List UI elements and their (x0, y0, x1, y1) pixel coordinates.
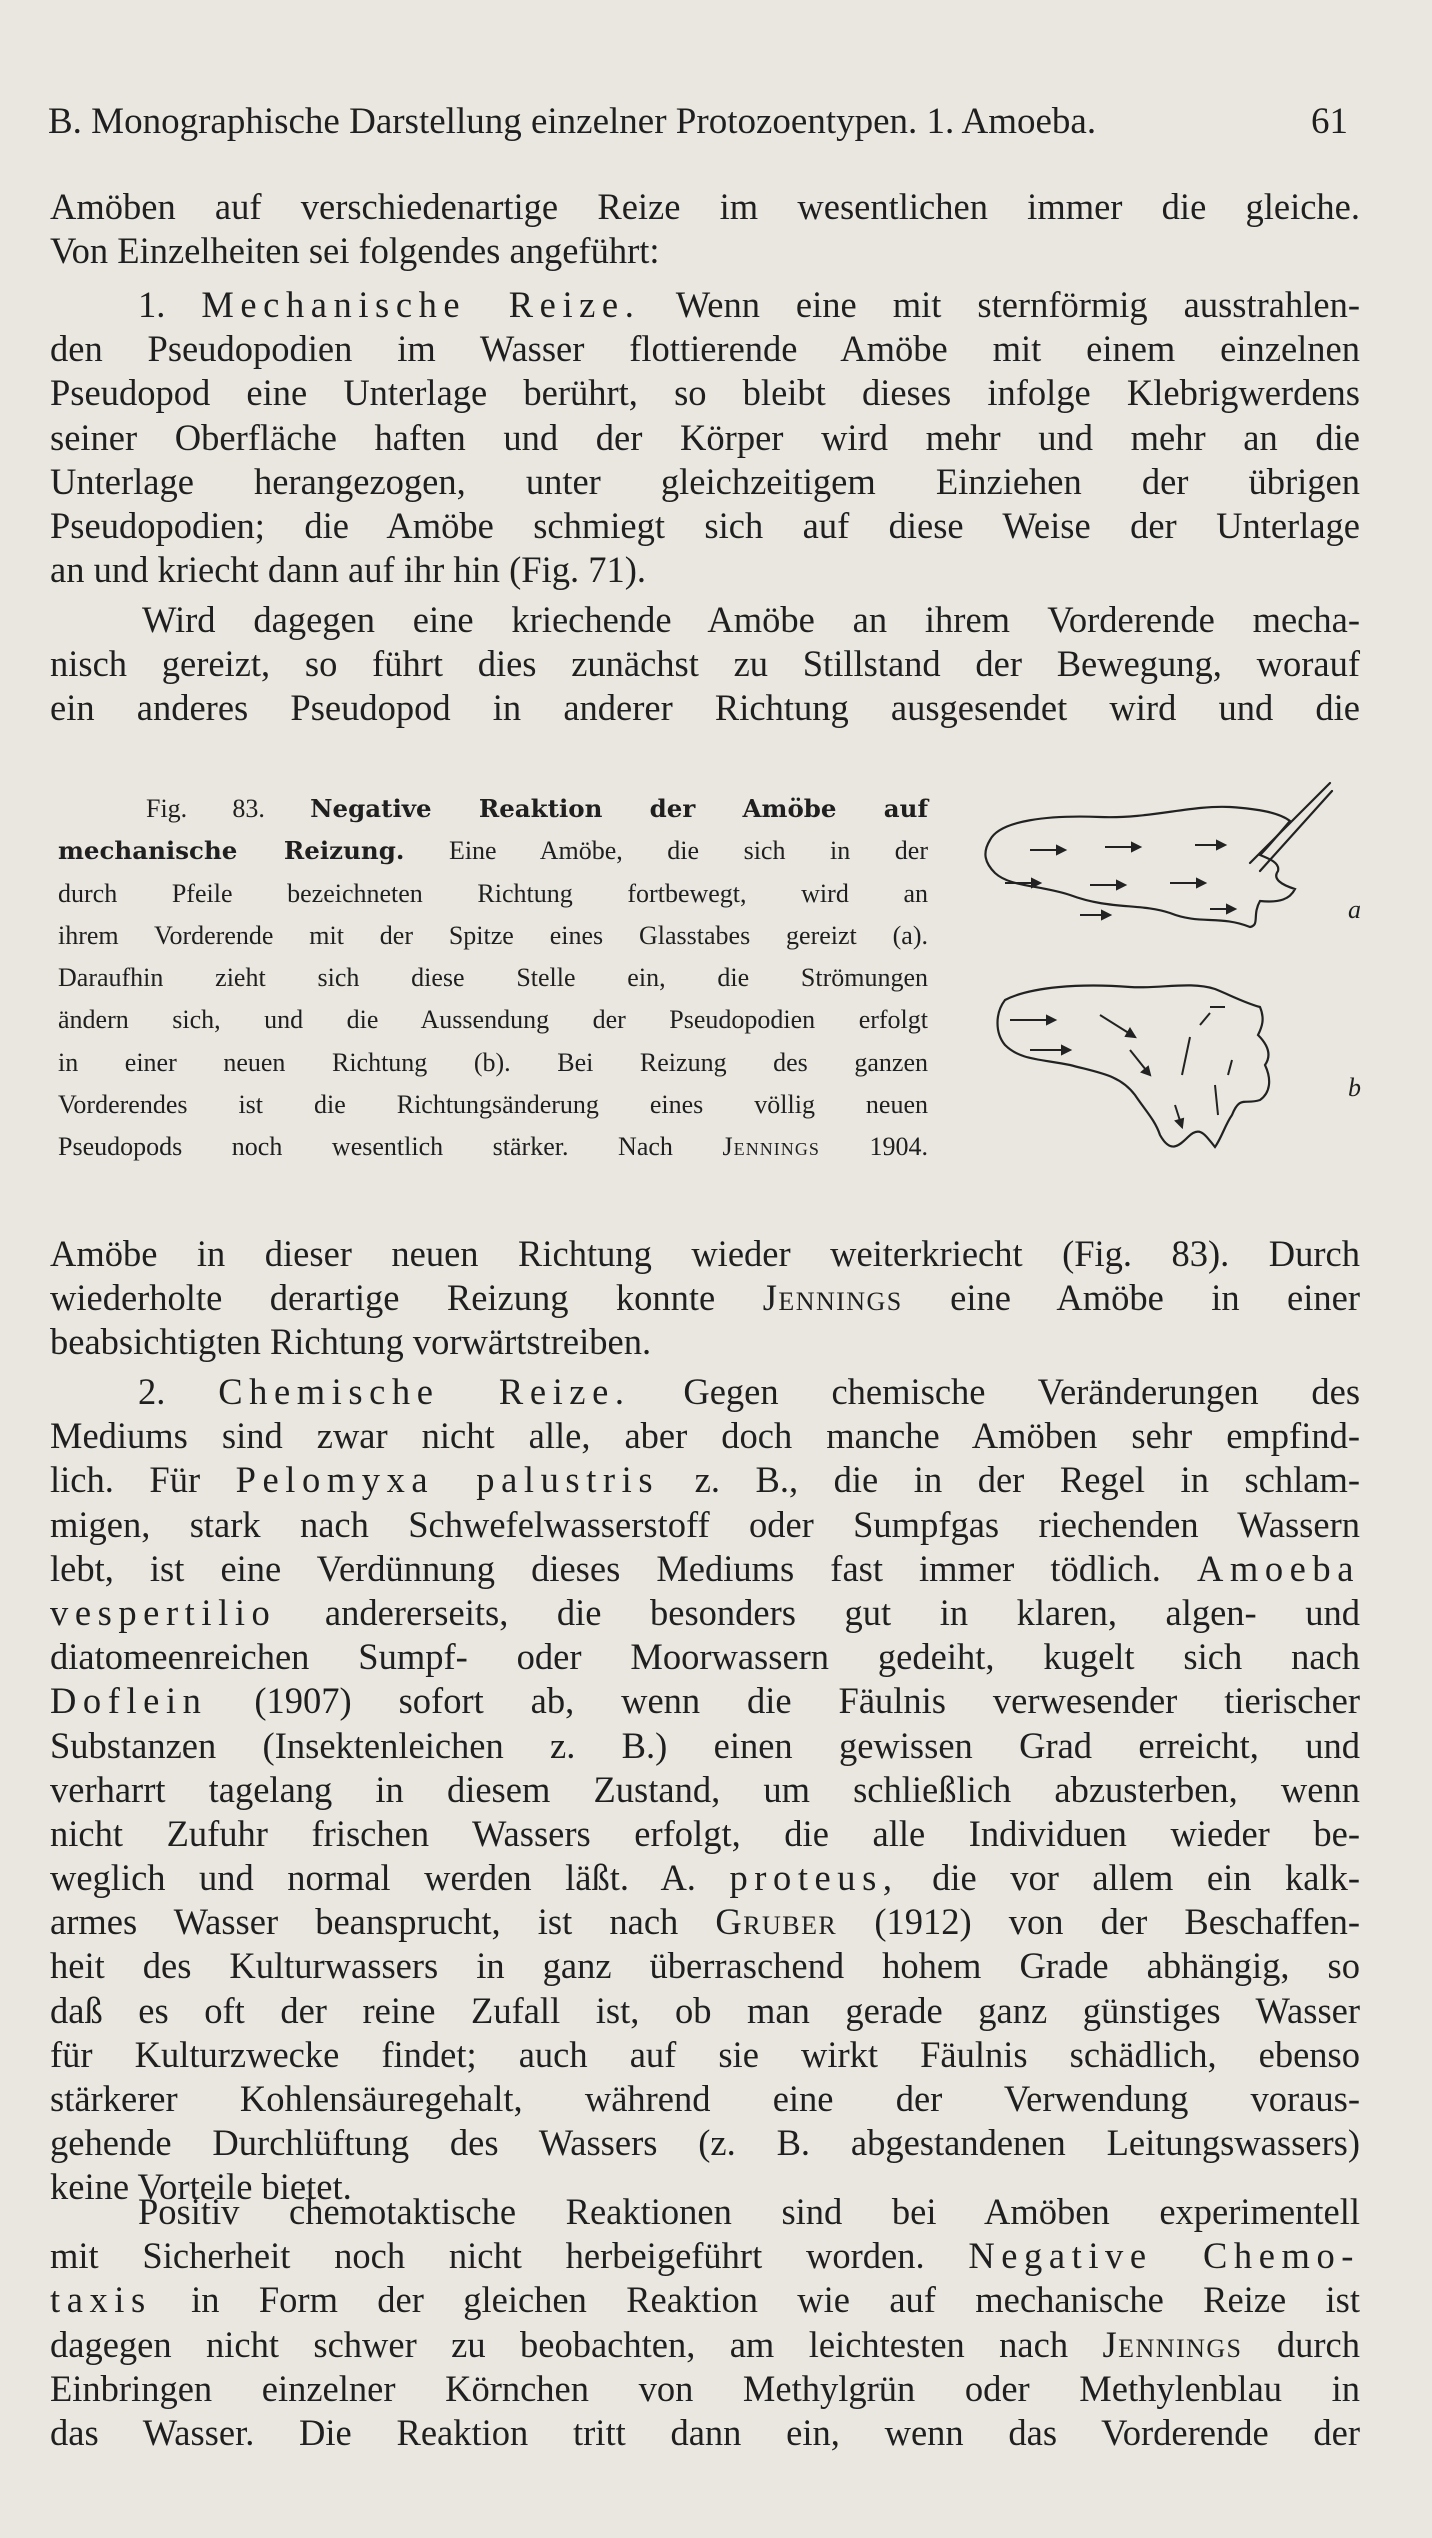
text-span: (1907) sofort ab, wenn die Fäulnis verwesender tierischer (254, 1680, 1361, 1722)
text-line (50, 283, 1360, 327)
stream-arrows-b (1010, 1007, 1232, 1127)
author-name: Jennings (762, 1277, 903, 1319)
text-span: wiederholte derartige Reizung konnte (50, 1277, 716, 1319)
text-line: Substanzen (Insektenleichen z. B.) einen gewissen Grad erreicht, und (50, 1724, 1360, 1766)
author-name: Jennings (722, 1132, 820, 1162)
running-title: B. Monographische Darstellung einzelner Protozoentypen. 1. Amoeba. (48, 101, 1097, 142)
text-line: gehende Durchlüftung des Wassers (z. B. abgestandenen Leitungswassers) (50, 2122, 1360, 2164)
text-line (50, 2323, 1360, 2367)
paragraph-wird (50, 598, 1360, 731)
text-span: Gegen chemische Veränderungen des (683, 1371, 1361, 1412)
species-name: Pelomyxa palustris (235, 1459, 660, 1501)
text-line: ein anderes Pseudopod in anderer Richtung ausgesendet wird und die (50, 687, 1360, 729)
text-line: Von Einzelheiten sei folgendes angeführt: (50, 230, 660, 272)
figure-label-b: b (1348, 1073, 1361, 1102)
figure-label-a: a (1348, 895, 1361, 924)
species-name: Amoeba (1196, 1547, 1361, 1589)
text-span: in Form der gleichen Reaktion wie auf mechanische Reize ist (191, 2279, 1361, 2321)
text-line: migen, stark nach Schwefelwasserstoff oder Sumpfgas riechenden Wassern (50, 1503, 1360, 1545)
text-line: stärkerer Kohlensäuregehalt, während eine der Verwendung voraus- (50, 2078, 1360, 2119)
text-span: lich. Für (50, 1459, 201, 1501)
section-heading: Mechanische Reize. (201, 284, 641, 325)
text-line: Wird dagegen eine kriechende Amöbe an ihrem Vorderende mecha- (142, 599, 1360, 640)
text-line: für Kulturzwecke findet; auch auf sie wirkt Fäulnis schädlich, ebenso (50, 2033, 1360, 2075)
text-line (50, 1900, 1360, 1944)
text-line: den Pseudopodien im Wasser flottierende Amöbe mit einem einzelnen (50, 328, 1360, 370)
section-mechanical-stimuli (50, 283, 1360, 592)
text-line (50, 1370, 1360, 1414)
glass-rod (1260, 791, 1332, 871)
paragraph-intro (50, 185, 1360, 273)
caption-line (58, 788, 928, 830)
amoeba-outline-b (998, 985, 1270, 1147)
section-chemical-stimuli (50, 1370, 1360, 2210)
text-line: beabsichtigten Richtung vorwärtstreiben. (50, 1321, 652, 1363)
text-line: Amöben auf verschiedenartige Reize im wesentlichen immer die gleiche. (50, 186, 1360, 227)
emphasis-term: taxis (50, 2279, 152, 2321)
text-line (50, 2278, 1360, 2322)
text-span: (1912) von der Beschaffen- (874, 1901, 1361, 1943)
author-name: Jennings (1102, 2323, 1243, 2365)
text-line: nicht Zufuhr frischen Wassers erfolgt, die alle Individuen wieder be- (50, 1812, 1360, 1854)
species-name: vespertilio (50, 1591, 277, 1633)
text-line: seiner Oberfläche haften und der Körper wird mehr und mehr an die (50, 416, 1360, 458)
text-span: andererseits, die besonders gut in klaren, algen- und (324, 1591, 1360, 1633)
amoeba-outline-a (985, 807, 1295, 927)
text-line: keine Vorteile bietet. (50, 2166, 352, 2208)
text-span: durch (1276, 2323, 1360, 2365)
text-line: Einbringen einzelner Körnchen von Methylgrün oder Methylenblau in (50, 2367, 1360, 2409)
text-span: dagegen nicht schwer zu beobachten, am leichtesten nach (50, 2323, 1069, 2365)
caption-line: ändern sich, und die Aussendung der Pseudopodien erfolgt (58, 1005, 928, 1035)
text-span: die vor allem ein kalk- (932, 1857, 1361, 1899)
emphasis-term: Negative Chemo- (968, 2235, 1360, 2277)
paragraph-after-figure (50, 1232, 1360, 1365)
amoeba-illustration (960, 775, 1380, 1205)
text-line (50, 2234, 1360, 2278)
text-span: armes Wasser beansprucht, ist nach (50, 1901, 679, 1943)
text-line: diatomeenreichen Sumpf- oder Moorwassern gedeiht, kugelt sich nach (50, 1636, 1360, 1678)
text-line: Mediums sind zwar nicht alle, aber doch manche Amöben sehr empfind- (50, 1415, 1360, 1457)
caption-line: Daraufhin zieht sich diese Stelle ein, die Strömungen (58, 963, 928, 993)
text-line: nisch gereizt, so führt dies zunächst zu Stillstand der Bewegung, worauf (50, 643, 1360, 685)
author-name: Doflein (50, 1680, 208, 1722)
stream-arrows-a (1005, 841, 1235, 919)
text-line: Pseudopod eine Unterlage berührt, so bleibt dieses infolge Klebrigwerdens (50, 372, 1360, 414)
text-line (50, 1276, 1360, 1320)
text-span: z. B., die in der Regel in schlam- (694, 1459, 1361, 1501)
text-line: Positiv chemotaktische Reaktionen sind bei Amöben experimentell (138, 2191, 1360, 2232)
text-line (50, 1856, 1360, 1900)
text-line (50, 1591, 1360, 1635)
section-number: 2. (138, 1371, 166, 1412)
text-line: Pseudopodien; die Amöbe schmiegt sich auf diese Weise der Unterlage (50, 504, 1360, 546)
text-line: verharrt tagelang in diesem Zustand, um schließlich abzusterben, wenn (50, 1768, 1360, 1810)
text-line: das Wasser. Die Reaktion tritt dann ein, wenn das Vorderende der (50, 2411, 1360, 2453)
section-heading: Chemische Reize. (218, 1371, 631, 1412)
glass-rod (1250, 783, 1330, 863)
author-name: Gruber (715, 1901, 838, 1943)
text-line (50, 1679, 1360, 1723)
figure-amoeba-drawing (960, 775, 1380, 1205)
caption-line (58, 830, 928, 872)
text-span: eine Amöbe in einer (950, 1277, 1361, 1319)
page-number: 61 (1311, 101, 1348, 142)
text-line: Unterlage herangezogen, unter gleichzeitigem Einziehen der übrigen (50, 460, 1360, 502)
running-header (48, 100, 1348, 143)
text-span: 1904. (869, 1132, 929, 1162)
species-name: proteus, (729, 1857, 899, 1899)
section-number: 1. (138, 284, 166, 325)
text-span: Wenn eine mit sternförmig ausstrahlen- (675, 284, 1361, 325)
text-line (50, 1458, 1360, 1502)
paragraph-positiv (50, 2190, 1360, 2455)
caption-title: Negative Reaktion der Amöbe auf (310, 794, 929, 823)
text-span: mit Sicherheit noch nicht herbeigeführt worden. (50, 2235, 925, 2277)
caption-line: in einer neuen Richtung (b). Bei Reizung des ganzen (58, 1047, 928, 1077)
text-span: weglich und normal werden läßt. A. (50, 1857, 696, 1899)
text-line: daß es oft der reine Zufall ist, ob man gerade ganz günstiges Wasser (50, 1989, 1360, 2031)
text-line: Amöbe in dieser neuen Richtung wieder weiterkriecht (Fig. 83). Durch (50, 1233, 1360, 1274)
caption-line (58, 1126, 928, 1168)
text-span: lebt, ist eine Verdünnung dieses Mediums fast immer tödlich. (50, 1547, 1161, 1589)
text-line: heit des Kulturwassers in ganz überraschend hohem Grade abhängig, so (50, 1945, 1360, 1987)
text-line (50, 1547, 1360, 1591)
text-span: Eine Amöbe, die sich in der (448, 836, 928, 866)
caption-line: ihrem Vorderende mit der Spitze eines Glasstabes gereizt (a). (58, 920, 928, 950)
figure-caption (58, 788, 928, 1169)
caption-title-cont: mechanische Reizung. (58, 836, 405, 866)
text-span: Pseudopods noch wesentlich stärker. Nach (58, 1132, 673, 1162)
caption-line: durch Pfeile bezeichneten Richtung fortbewegt, wird an (58, 878, 928, 908)
figure-label: Fig. 83. (146, 794, 265, 823)
text-line: an und kriecht dann auf ihr hin (Fig. 71). (50, 549, 647, 591)
caption-line: Vorderendes ist die Richtungsänderung eines völlig neuen (58, 1090, 928, 1120)
